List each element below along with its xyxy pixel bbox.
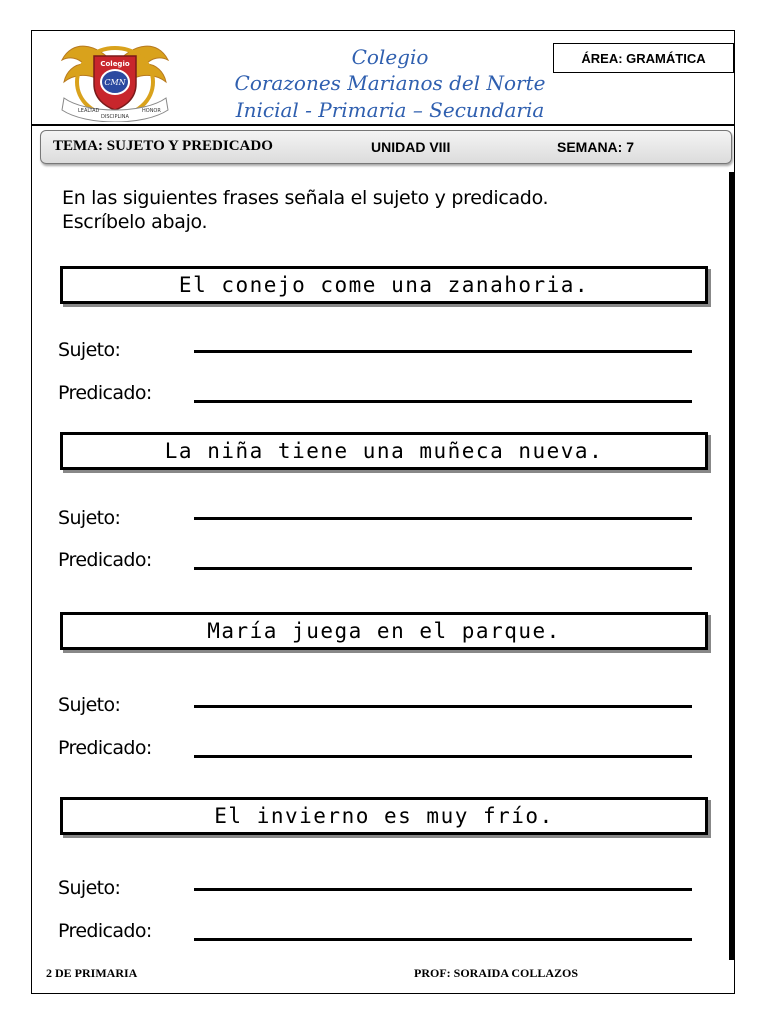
subject-answer-line-4[interactable] <box>194 888 692 891</box>
subject-label-1: Sujeto: <box>58 339 121 361</box>
subject-answer-line-1[interactable] <box>194 350 692 353</box>
logo-ribbon-right: HONOR <box>142 108 161 114</box>
topic-label: TEMA: SUJETO Y PREDICADO <box>53 138 273 154</box>
footer-grade: 2 DE PRIMARIA <box>46 966 138 980</box>
subject-label-3: Sujeto: <box>58 694 121 716</box>
predicate-label-4: Predicado: <box>58 920 152 942</box>
right-border-bar <box>729 172 734 960</box>
predicate-answer-line-1[interactable] <box>194 400 692 403</box>
predicate-label-3: Predicado: <box>58 737 152 759</box>
sentence-box-2: La niña tiene una muñeca nueva. <box>60 432 708 470</box>
school-line-1: Colegio <box>351 45 429 69</box>
school-line-2: Corazones Marianos del Norte <box>234 71 546 95</box>
instructions <box>62 186 702 234</box>
predicate-answer-line-2[interactable] <box>194 567 692 570</box>
subject-answer-line-3[interactable] <box>194 705 692 708</box>
predicate-answer-line-4[interactable] <box>194 938 692 941</box>
logo-word: Colegio <box>100 60 130 68</box>
subject-label-2: Sujeto: <box>58 507 121 529</box>
footer-teacher: PROF: SORAIDA COLLAZOS <box>414 966 579 980</box>
logo-monogram: CMN <box>104 78 126 87</box>
subject-answer-line-2[interactable] <box>194 517 692 520</box>
instructions-line-1: En las siguientes frases señala el sujeto y predicado. <box>62 187 549 209</box>
week-label: SEMANA: 7 <box>557 139 635 155</box>
school-name-block <box>210 44 570 124</box>
topic-bar <box>40 130 732 164</box>
instructions-line-2: Escríbelo abajo. <box>62 211 208 233</box>
sentence-box-4: El invierno es muy frío. <box>60 797 708 835</box>
predicate-label-2: Predicado: <box>58 549 152 571</box>
unit-label: UNIDAD VIII <box>371 139 451 155</box>
predicate-answer-line-3[interactable] <box>194 755 692 758</box>
school-logo <box>56 34 174 122</box>
header-divider <box>31 124 735 126</box>
sentence-box-3: María juega en el parque. <box>60 612 708 650</box>
page-frame <box>31 30 735 994</box>
logo-ribbon-left: LEALTAD <box>78 108 100 114</box>
school-line-3: Inicial - Primaria – Secundaria <box>235 98 545 122</box>
logo-ribbon-center: DISCIPLINA <box>101 114 129 120</box>
area-box: ÁREA: GRAMÁTICA <box>553 43 734 73</box>
sentence-box-1: El conejo come una zanahoria. <box>60 266 708 304</box>
subject-label-4: Sujeto: <box>58 877 121 899</box>
predicate-label-1: Predicado: <box>58 382 152 404</box>
